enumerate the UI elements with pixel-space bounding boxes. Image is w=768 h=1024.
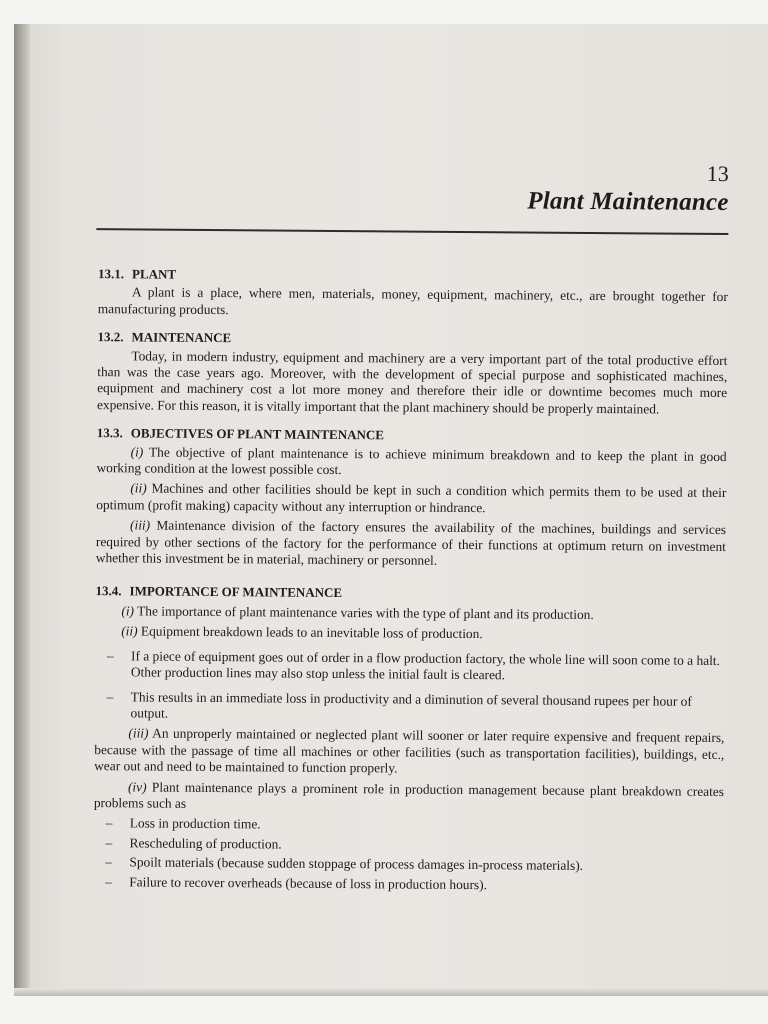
section-heading: 13.2. MAINTENANCE xyxy=(97,329,232,346)
page-body xyxy=(78,24,730,996)
problem-item: – Loss in production time. xyxy=(105,815,261,832)
chapter-title: Plant Maintenance xyxy=(527,187,729,217)
chapter-number: 13 xyxy=(706,160,729,187)
section-heading: 13.3. OBJECTIVES OF PLANT MAINTENANCE xyxy=(96,425,385,443)
dash-point: – This results in an immediate loss in productivity and a diminution of several thousand rupees per hour of output. xyxy=(106,688,692,721)
importance-item: (ii) Equipment breakdown leads to an inevitable loss of production. xyxy=(121,623,483,642)
objective-item: (ii) Machines and other facilities should be kept in such a condition which permits them to be used at their optimum (profit making) capacity without any interruption or hindrance. xyxy=(96,480,727,516)
page-bottom-edge xyxy=(14,988,768,996)
title-rule xyxy=(96,228,728,235)
importance-item: (iv) Plant maintenance plays a prominent role in production management because plant breakdown creates problems such as xyxy=(93,778,725,811)
importance-item: (i) The importance of plant maintenance varies with the type of plant and its production. xyxy=(121,603,594,622)
objective-item: (iii) Maintenance division of the factory ensures the availability of the machines, buildings and services required by other sections of the factory for the performance of their functions at optimum return on investment whether this investment be in material, machinery or personnel. xyxy=(95,517,727,568)
problem-item: – Rescheduling of production. xyxy=(105,834,282,852)
problem-item: – Spoilt materials (because sudden stoppage of process damages in-process materials). xyxy=(105,854,584,874)
chapter-content xyxy=(93,260,728,898)
book-page xyxy=(14,24,768,996)
section-heading: 13.4. IMPORTANCE OF MAINTENANCE xyxy=(95,582,343,600)
importance-item: (iii) An unproperly maintained or neglected plant will sooner or later require expensive and frequent repairs, because with the passage of time all machines or other facilities (such as transportation facilities), buildings, etc., wear out and need to be maintained to function properly. xyxy=(94,725,725,776)
dash-point: – If a piece of equipment goes out of order in a flow production factory, the whole line will soon come to a halt. Other production lines may also stop unless the initial fault is cleared. xyxy=(106,647,720,683)
section-heading: 13.1. PLANT xyxy=(97,266,177,282)
problem-item: – Failure to recover overheads (because of loss in production hours). xyxy=(105,873,488,892)
section-paragraph: Today, in modern industry, equipment and machinery are a very important part of the total productive effort than was the case years ago. Moreover, with the development of special purpose and sophisticated machines, equipment and machinery cost a lot more money and therefore their idle or downtime becomes much more expensive. For this reason, it is vitally important that the plant machinery should be properly maintained. xyxy=(96,347,728,417)
book-spine xyxy=(14,24,30,996)
section-paragraph: A plant is a place, where men, materials, money, equipment, machinery, etc., are brought together for manufacturing products. xyxy=(97,284,728,317)
objective-item: (i) The objective of plant maintenance is to achieve minimum breakdown and to keep the plant in good working condition at the lowest possible cost. xyxy=(96,444,727,478)
